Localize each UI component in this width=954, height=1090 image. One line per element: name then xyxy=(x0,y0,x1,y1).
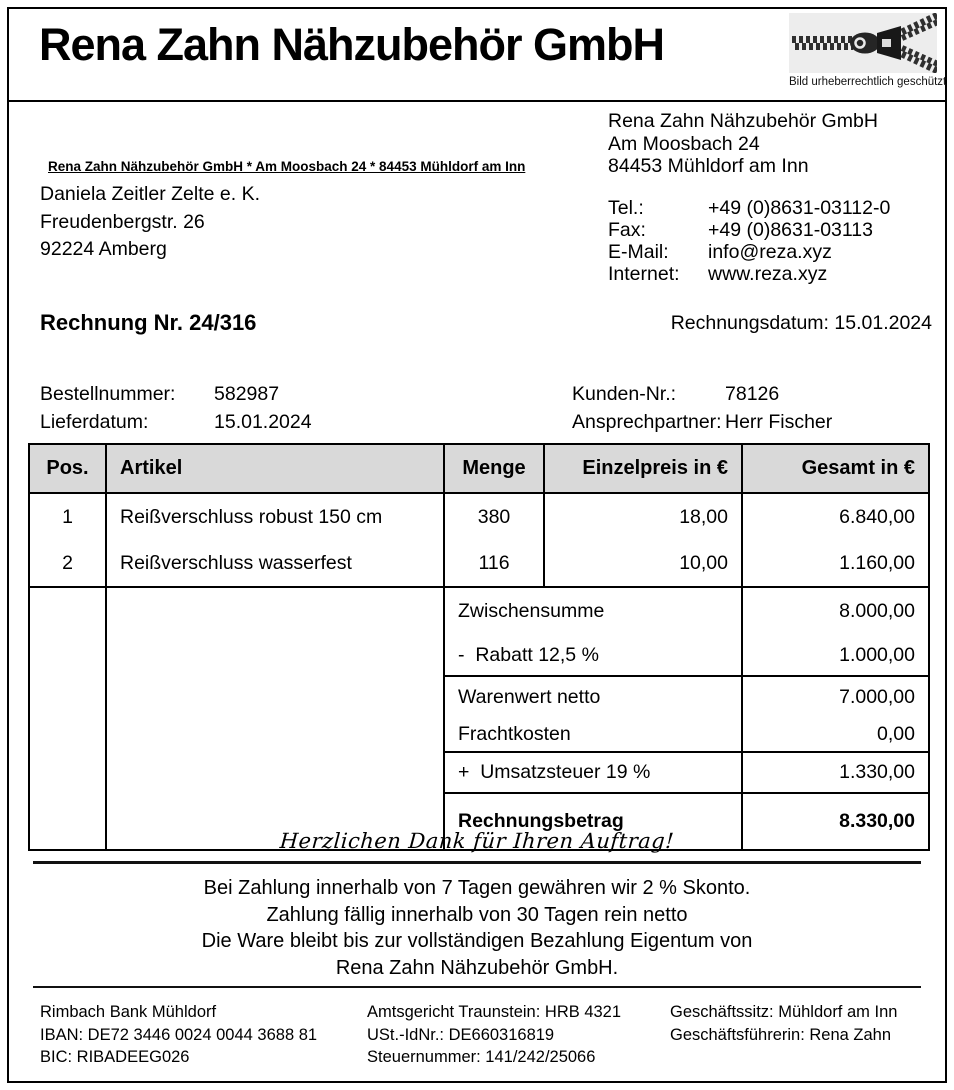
zipper-icon xyxy=(789,13,937,73)
recipient-address-block xyxy=(40,181,260,264)
thank-you-note: Herzlichen Dank für Ihren Auftrag! xyxy=(278,829,675,853)
contact-person-label: Ansprechpartner: xyxy=(572,410,722,433)
item-1-artikel: Reißverschluss robust 150 cm xyxy=(106,493,444,540)
item-row-2 xyxy=(29,540,929,587)
total-value: 8.330,00 xyxy=(742,793,929,850)
terms-line-1: Bei Zahlung innerhalb von 7 Tagen gewähren wir 2 % Skonto. xyxy=(203,877,751,899)
item-2-pos: 2 xyxy=(29,540,106,587)
delivery-date-value: 15.01.2024 xyxy=(214,410,312,433)
customer-number-value: 78126 xyxy=(725,383,780,405)
recipient-name: Daniela Zeitler Zelte e. K. xyxy=(40,183,261,205)
customer-number-label: Kunden-Nr.: xyxy=(572,383,677,405)
order-meta-right xyxy=(572,381,832,436)
internet-label: Internet: xyxy=(608,263,680,285)
item-1-einzelpreis: 18,00 xyxy=(544,493,742,540)
meta-row-customer-number xyxy=(572,381,832,409)
subtotal-label: Zwischensumme xyxy=(444,587,742,635)
divider-thick xyxy=(33,861,921,864)
meta-row-order-number xyxy=(40,381,312,409)
col-header-gesamt: Gesamt in € xyxy=(742,444,929,493)
fax-label: Fax: xyxy=(608,219,646,241)
invoice-date-label: Rechnungsdatum: xyxy=(670,312,829,334)
divider-footer xyxy=(33,986,921,988)
invoice-table xyxy=(28,443,930,851)
fax-value: +49 (0)8631-03113 xyxy=(708,219,873,241)
terms-line-4: Rena Zahn Nähzubehör GmbH. xyxy=(335,956,619,979)
court-registry: Amtsgericht Traunstein: HRB 4321 xyxy=(367,1003,622,1021)
summary-empty-artikel xyxy=(106,587,444,850)
vat-label: + Umsatzsteuer 19 % xyxy=(444,752,742,793)
item-2-artikel: Reißverschluss wasserfest xyxy=(106,540,444,587)
freight-value: 0,00 xyxy=(742,717,929,752)
footer-registry-block xyxy=(367,1001,621,1069)
col-header-artikel: Artikel xyxy=(106,444,444,493)
invoice-number-title: Rechnung Nr. 24/316 xyxy=(40,310,257,335)
sender-return-address: Rena Zahn Nähzubehör GmbH * Am Moosbach 24 * 84453 Mühldorf am Inn xyxy=(48,159,526,174)
item-2-gesamt: 1.160,00 xyxy=(742,540,929,587)
meta-row-contact-person xyxy=(572,409,832,437)
col-header-menge: Menge xyxy=(444,444,544,493)
col-header-pos: Pos. xyxy=(29,444,106,493)
contact-row-email xyxy=(608,241,890,263)
bank-bic: BIC: RIBADEEG026 xyxy=(40,1048,190,1066)
item-row-1 xyxy=(29,493,929,540)
vat-id: USt.-IdNr.: DE660316819 xyxy=(367,1025,555,1044)
delivery-date-label: Lieferdatum: xyxy=(40,410,149,433)
bank-name: Rimbach Bank Mühldorf xyxy=(40,1003,217,1021)
terms-line-2: Zahlung fällig innerhalb von 30 Tagen rein netto xyxy=(266,903,688,926)
item-2-menge: 116 xyxy=(444,540,544,587)
net-goods-value: 7.000,00 xyxy=(742,676,929,717)
vat-value: 1.330,00 xyxy=(742,752,929,793)
registered-office: Geschäftssitz: Mühldorf am Inn xyxy=(670,1003,898,1021)
page-title: Rena Zahn Nähzubehör GmbH xyxy=(39,19,665,70)
tel-label: Tel.: xyxy=(608,197,644,219)
item-2-einzelpreis: 10,00 xyxy=(544,540,742,587)
order-meta-left xyxy=(40,381,312,436)
footer-company-block xyxy=(670,1001,897,1046)
contact-row-tel xyxy=(608,197,890,219)
company-address-block xyxy=(608,110,878,178)
email-label: E-Mail: xyxy=(608,241,669,263)
logo-wrap xyxy=(789,13,947,88)
recipient-city: 92224 Amberg xyxy=(40,238,167,260)
contact-person-value: Herr Fischer xyxy=(725,410,833,433)
summary-row-zwischensumme xyxy=(29,587,929,635)
managing-director: Geschäftsführerin: Rena Zahn xyxy=(670,1025,892,1044)
tax-number: Steuernummer: 141/242/25066 xyxy=(367,1048,596,1066)
summary-empty-pos xyxy=(29,587,106,850)
email-value: info@reza.xyz xyxy=(708,241,832,263)
company-street: Am Moosbach 24 xyxy=(608,132,760,155)
tel-value: +49 (0)8631-03112-0 xyxy=(708,197,891,219)
invoice-date xyxy=(671,312,932,335)
company-city: 84453 Mühldorf am Inn xyxy=(608,155,809,177)
freight-label: Frachtkosten xyxy=(444,717,742,752)
order-number-value: 582987 xyxy=(214,383,280,405)
col-header-einzelpreis: Einzelpreis in € xyxy=(544,444,742,493)
footer-bank-block xyxy=(40,1001,317,1069)
total-label: Rechnungsbetrag xyxy=(444,793,742,850)
bank-iban: IBAN: DE72 3446 0024 0044 3688 81 xyxy=(40,1025,318,1044)
net-goods-label: Warenwert netto xyxy=(444,676,742,717)
meta-row-delivery-date xyxy=(40,409,312,437)
company-contact-block xyxy=(608,197,890,285)
image-copyright-caption: Bild urheberrechtlich geschützt xyxy=(789,76,947,88)
table-header-row xyxy=(29,444,929,493)
item-1-pos: 1 xyxy=(29,493,106,540)
payment-terms xyxy=(9,875,945,981)
company-name: Rena Zahn Nähzubehör GmbH xyxy=(608,110,878,132)
invoice-date-value: 15.01.2024 xyxy=(834,312,932,334)
contact-row-internet xyxy=(608,263,890,285)
item-1-menge: 380 xyxy=(444,493,544,540)
discount-value: 1.000,00 xyxy=(742,635,929,676)
contact-row-fax xyxy=(608,219,890,241)
order-number-label: Bestellnummer: xyxy=(40,383,176,405)
recipient-street: Freudenbergstr. 26 xyxy=(40,210,205,233)
header-band xyxy=(9,9,945,102)
item-1-gesamt: 6.840,00 xyxy=(742,493,929,540)
internet-value: www.reza.xyz xyxy=(708,263,828,285)
subtotal-value: 8.000,00 xyxy=(742,587,929,635)
invoice-page xyxy=(7,7,947,1083)
terms-line-3: Die Ware bleibt bis zur vollständigen Bezahlung Eigentum von xyxy=(201,930,753,952)
discount-label: - Rabatt 12,5 % xyxy=(444,635,742,676)
